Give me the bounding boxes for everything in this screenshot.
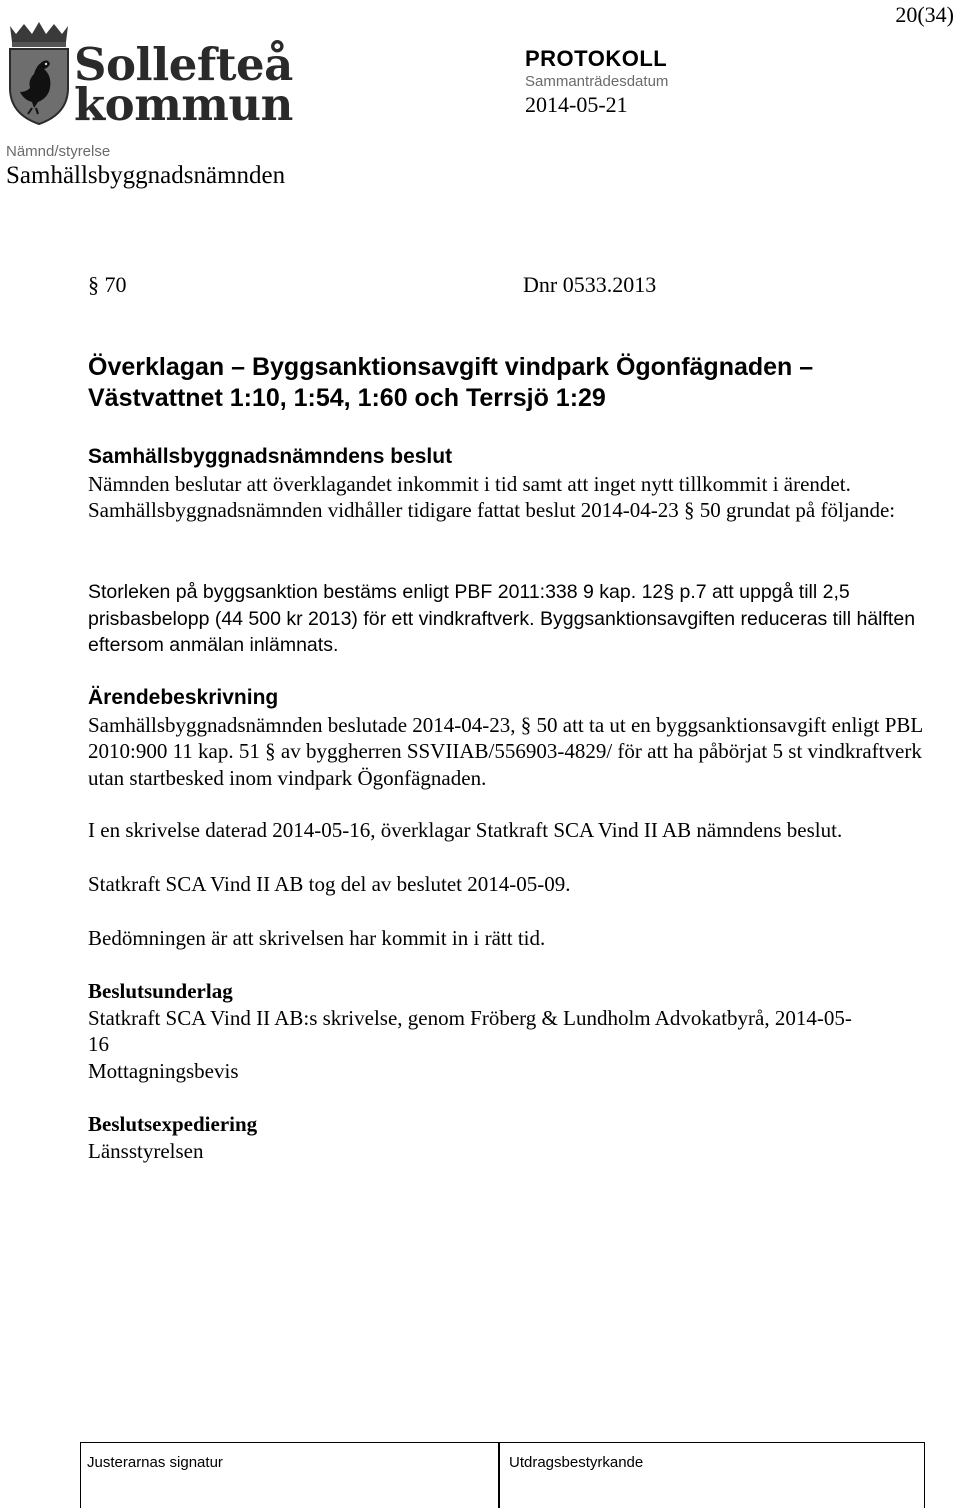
description-paragraph-4: Bedömningen är att skrivelsen har kommit in i rätt tid. xyxy=(88,926,546,950)
coat-of-arms-icon xyxy=(4,22,74,126)
decision-text: Nämnden beslutar att överklagandet inkommit i tid samt att inget nytt tillkommit i ärendet. xyxy=(88,471,851,496)
decision-section xyxy=(88,444,948,524)
basis-docs-item: Statkraft SCA Vind II AB:s skrivelse, genom Fröberg & Lundholm Advokatbyrå, 2014-05-16 xyxy=(88,1005,852,1056)
basis-docs-heading: Beslutsunderlag xyxy=(88,979,233,1003)
dispatch-section xyxy=(88,1111,948,1164)
case-title xyxy=(88,352,908,414)
basis-docs-item: Mottagningsbevis xyxy=(88,1058,239,1083)
meeting-date: 2014-05-21 xyxy=(525,92,628,117)
dispatch-heading: Beslutsexpediering xyxy=(88,1112,258,1136)
board-label: Nämnd/styrelse xyxy=(6,143,111,160)
board-name: Samhällsbyggnadsnämnden xyxy=(6,162,286,189)
signature-label: Justerarnas signatur xyxy=(87,1454,223,1471)
page-number: 20(34) xyxy=(895,2,954,27)
decision-heading: Samhällsbyggnadsnämndens beslut xyxy=(88,445,453,468)
diary-number: Dnr 0533.2013 xyxy=(523,272,657,297)
description-paragraph: Samhällsbyggnadsnämnden beslutade 2014-04-23, § 50 att ta ut en byggsanktionsavgift enligt PBL 2010:900 11 kap. 51 § av byggherren SSVIIAB/556903-4829/ för att ha påbörjat 5 st vindkraftverk utan startbesked inom vindpark Ögonfägnaden. xyxy=(88,712,923,790)
case-title-line1: Överklagan – Byggsanktionsavgift vindpark Ögonfägnaden – xyxy=(88,353,814,381)
description-section xyxy=(88,685,948,791)
meeting-date-label: Sammanträdesdatum xyxy=(525,73,669,90)
municipality-logo xyxy=(4,22,293,131)
document-type: PROTOKOLL xyxy=(525,46,668,71)
decision-text-2: Samhällsbyggnadsnämnden vidhåller tidigare fattat beslut 2014-04-23 § 50 grundat på följande: xyxy=(88,498,896,522)
signature-box-divider xyxy=(498,1442,500,1508)
certification-label: Utdragsbestyrkande xyxy=(509,1454,644,1471)
decision-basis: Storleken på byggsanktion bestäms enligt PBF 2011:338 9 kap. 12§ p.7 att uppgå till 2,5 prisbasbelopp (44 500 kr 2013) för ett vindkraftverk. Byggsanktionsavgiften reduceras till hälften eftersom anmälan inlämnats. xyxy=(88,581,916,656)
description-paragraph-2: I en skrivelse daterad 2014-05-16, överklagar Statkraft SCA Vind II AB nämndens beslut. xyxy=(88,818,843,842)
section-number: § 70 xyxy=(88,272,127,297)
case-title-line2: Västvattnet 1:10, 1:54, 1:60 och Terrsjö 1:29 xyxy=(88,384,606,412)
basis-docs-section xyxy=(88,978,948,1084)
description-paragraph-3: Statkraft SCA Vind II AB tog del av beslutet 2014-05-09. xyxy=(88,872,571,896)
logo-text-line1: Sollefteå xyxy=(74,38,293,91)
signature-box xyxy=(80,1442,925,1508)
description-heading: Ärendebeskrivning xyxy=(88,686,279,709)
dispatch-recipient: Länsstyrelsen xyxy=(88,1138,204,1163)
logo-text-line2: kommun xyxy=(74,78,293,131)
